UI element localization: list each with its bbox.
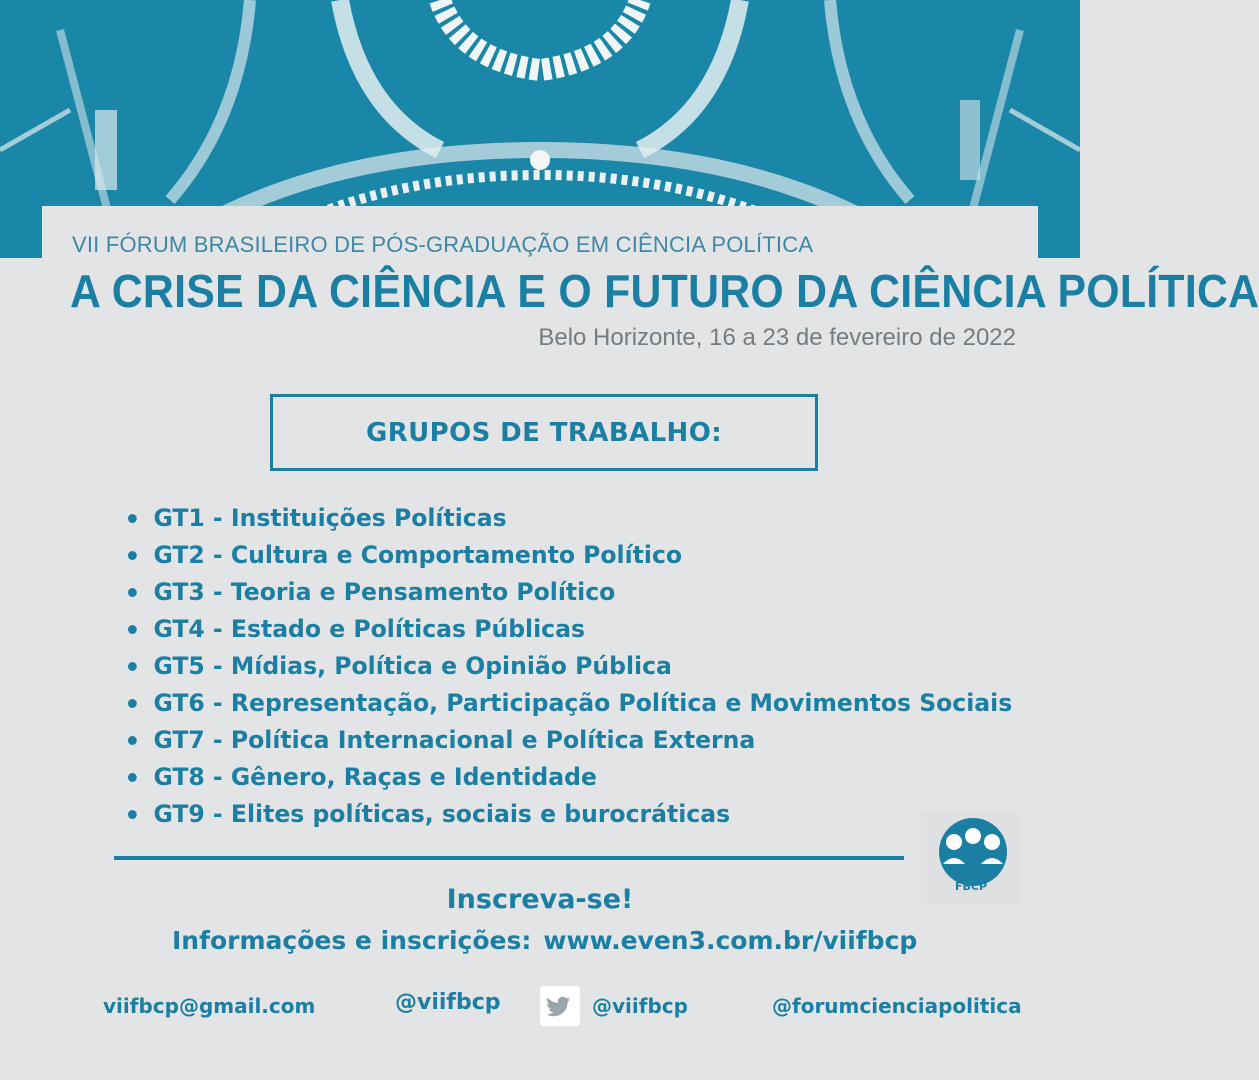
group-label: GT3 - Teoria e Pensamento Político [153, 578, 616, 606]
group-label: GT1 - Instituições Políticas [153, 504, 507, 532]
list-item [126, 500, 1012, 537]
list-item [126, 648, 1012, 685]
info-label: Informações e inscrições: [172, 926, 532, 955]
twitter-handle[interactable]: @viifbcp [592, 994, 688, 1018]
group-label: GT9 - Elites políticas, sociais e burocráticas [153, 800, 731, 828]
list-item [126, 759, 1012, 796]
event-title: A CRISE DA CIÊNCIA E O FUTURO DA CIÊNCIA POLÍTICA [70, 265, 1259, 317]
list-item [126, 722, 1012, 759]
groups-heading-box [270, 394, 818, 471]
facebook-handle[interactable]: @forumcienciapolitica [772, 994, 1022, 1018]
list-item [126, 611, 1012, 648]
groups-list [126, 500, 1030, 833]
bullet-icon [128, 625, 137, 634]
bullet-icon [128, 699, 137, 708]
event-kicker: VII FÓRUM BRASILEIRO DE PÓS-GRADUAÇÃO EM CIÊNCIA POLÍTICA [72, 232, 814, 257]
event-location-date: Belo Horizonte, 16 a 23 de fevereiro de 2022 [538, 324, 1016, 351]
bullet-icon [128, 810, 137, 819]
signup-callout: Inscreva-se! [446, 884, 634, 915]
list-item [126, 796, 1012, 833]
groups-heading: GRUPOS DE TRABALHO: [365, 417, 723, 448]
bullet-icon [128, 551, 137, 560]
fbcp-people-logo-icon [921, 812, 1021, 882]
info-line [172, 926, 917, 955]
group-label: GT6 - Representação, Participação Política e Movimentos Sociais [153, 689, 1013, 717]
bullet-icon [128, 736, 137, 745]
email-link[interactable]: viifbcp@gmail.com [103, 994, 316, 1018]
instagram-handle[interactable]: @viifbcp [395, 990, 501, 1015]
group-label: GT5 - Mídias, Política e Opinião Pública [153, 652, 672, 680]
list-item [126, 537, 1012, 574]
group-label: GT2 - Cultura e Comportamento Político [153, 541, 683, 569]
logo-text: FBCP [954, 880, 988, 893]
bullet-icon [128, 588, 137, 597]
title-panel [42, 206, 1259, 376]
group-label: GT7 - Política Internacional e Política Externa [153, 726, 756, 754]
list-item [126, 685, 1012, 722]
group-label: GT4 - Estado e Políticas Públicas [153, 615, 585, 643]
bullet-icon [128, 662, 137, 671]
section-divider [114, 856, 904, 860]
group-label: GT8 - Gênero, Raças e Identidade [153, 763, 597, 791]
bullet-icon [128, 773, 137, 782]
bullet-icon [128, 514, 137, 523]
registration-link[interactable]: www.even3.com.br/viifbcp [543, 926, 918, 955]
list-item [126, 574, 1012, 611]
twitter-bird-icon[interactable] [540, 986, 580, 1026]
